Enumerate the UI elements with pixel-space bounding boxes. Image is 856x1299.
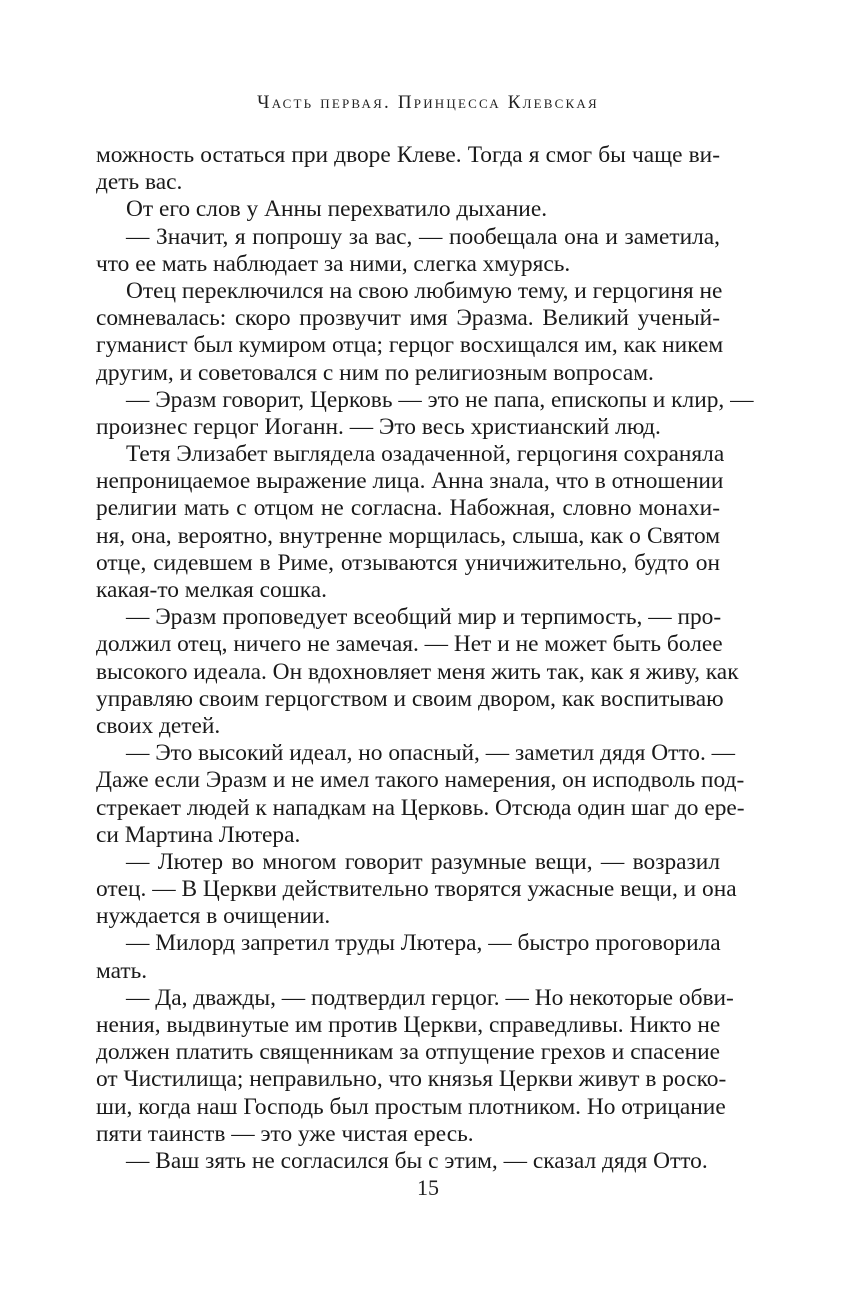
text-line: должил отец, ничего не замечая. — Нет и не может быть более	[96, 631, 723, 658]
text-line: отец. — В Церкви действительно творятся ужасные вещи, и она	[96, 876, 737, 903]
text-line: мать.	[96, 957, 148, 984]
text-line: — Милорд запретил труды Лютера, — быстро проговорила	[126, 930, 721, 957]
text-line: произнес герцог Иоганн. — Это весь христианский люд.	[96, 413, 661, 440]
text-line: что ее мать наблюдает за ними, слегка хмурясь.	[96, 250, 571, 277]
body-text	[96, 142, 754, 1175]
text-line: Даже если Эразм и не имел такого намерения, он исподволь под-	[96, 767, 745, 794]
text-line: нуждается в очищении.	[96, 903, 331, 930]
text-line: своих детей.	[96, 712, 221, 739]
text-line: можность остаться при дворе Клеве. Тогда я смог бы чаще ви-	[96, 142, 720, 168]
text-line: высокого идеала. Он вдохновляет меня жить так, как я живу, как	[96, 658, 739, 685]
text-line: гуманист был кумиром отца; герцог восхищался им, как никем	[96, 332, 724, 359]
text-line: Отец переключился на свою любимую тему, и герцогиня не	[126, 277, 723, 304]
text-line: пяти таинств — это уже чистая ересь.	[96, 1120, 474, 1147]
text-line: от Чистилища; неправильно, что князья Церкви живут в роско-	[96, 1066, 727, 1093]
text-line: другим, и советовался с ним по религиозным вопросам.	[96, 359, 654, 386]
text-line: — Эразм проповедует всеобщий мир и терпимость, — про-	[126, 604, 722, 631]
text-line: — Эразм говорит, Церковь — это не папа, епископы и клир, —	[126, 386, 754, 413]
text-line: нения, выдвинутые им против Церкви, справедливы. Никто не	[96, 1012, 721, 1038]
text-line: си Мартина Лютера.	[96, 821, 301, 848]
text-line: деть вас.	[96, 169, 183, 196]
text-line: ши, когда наш Господь был простым плотником. Но отрицание	[96, 1093, 726, 1120]
text-line: какая-то мелкая сошка.	[96, 577, 327, 603]
text-line: Тетя Элизабет выглядела озадаченной, герцогиня сохраняла	[126, 441, 725, 468]
text-line: — Лютер во многом говорит разумные вещи, — возразил	[126, 848, 720, 875]
text-line: — Значит, я попрошу за вас, — пообещала она и заметила,	[126, 223, 720, 250]
text-line: — Ваш зять не согласился бы с этим, — сказал дядя Отто.	[126, 1147, 708, 1174]
text-line: управляю своим герцогством и своим двором, как воспитываю	[96, 685, 724, 712]
page-number: 15	[417, 1175, 439, 1200]
text-line: — Это высокий идеал, но опасный, — заметил дядя Отто. —	[126, 740, 736, 767]
running-head: Часть первая. Принцесса Клевская	[257, 92, 599, 113]
text-line: ня, она, вероятно, внутренне морщилась, слыша, как о Святом	[96, 522, 720, 549]
text-line: стрекает людей к нападкам на Церковь. Отсюда один шаг до ере-	[96, 794, 745, 821]
text-line: непроницаемое выражение лица. Анна знала, что в отношении	[96, 468, 724, 495]
text-line: — Да, дважды, — подтвердил герцог. — Но некоторые обви-	[126, 984, 734, 1011]
text-line: От его слов у Анны перехватило дыхание.	[126, 196, 548, 223]
text-line: должен платить священникам за отпущение грехов и спасение	[96, 1039, 720, 1066]
text-line: религии мать с отцом не согласна. Набожная, словно монахи-	[96, 495, 720, 522]
text-line: сомневалась: скоро прозвучит имя Эразма. Великий ученый-	[96, 305, 720, 332]
text-line: отце, сидевшем в Риме, отзываются уничижительно, будто он	[96, 549, 720, 576]
